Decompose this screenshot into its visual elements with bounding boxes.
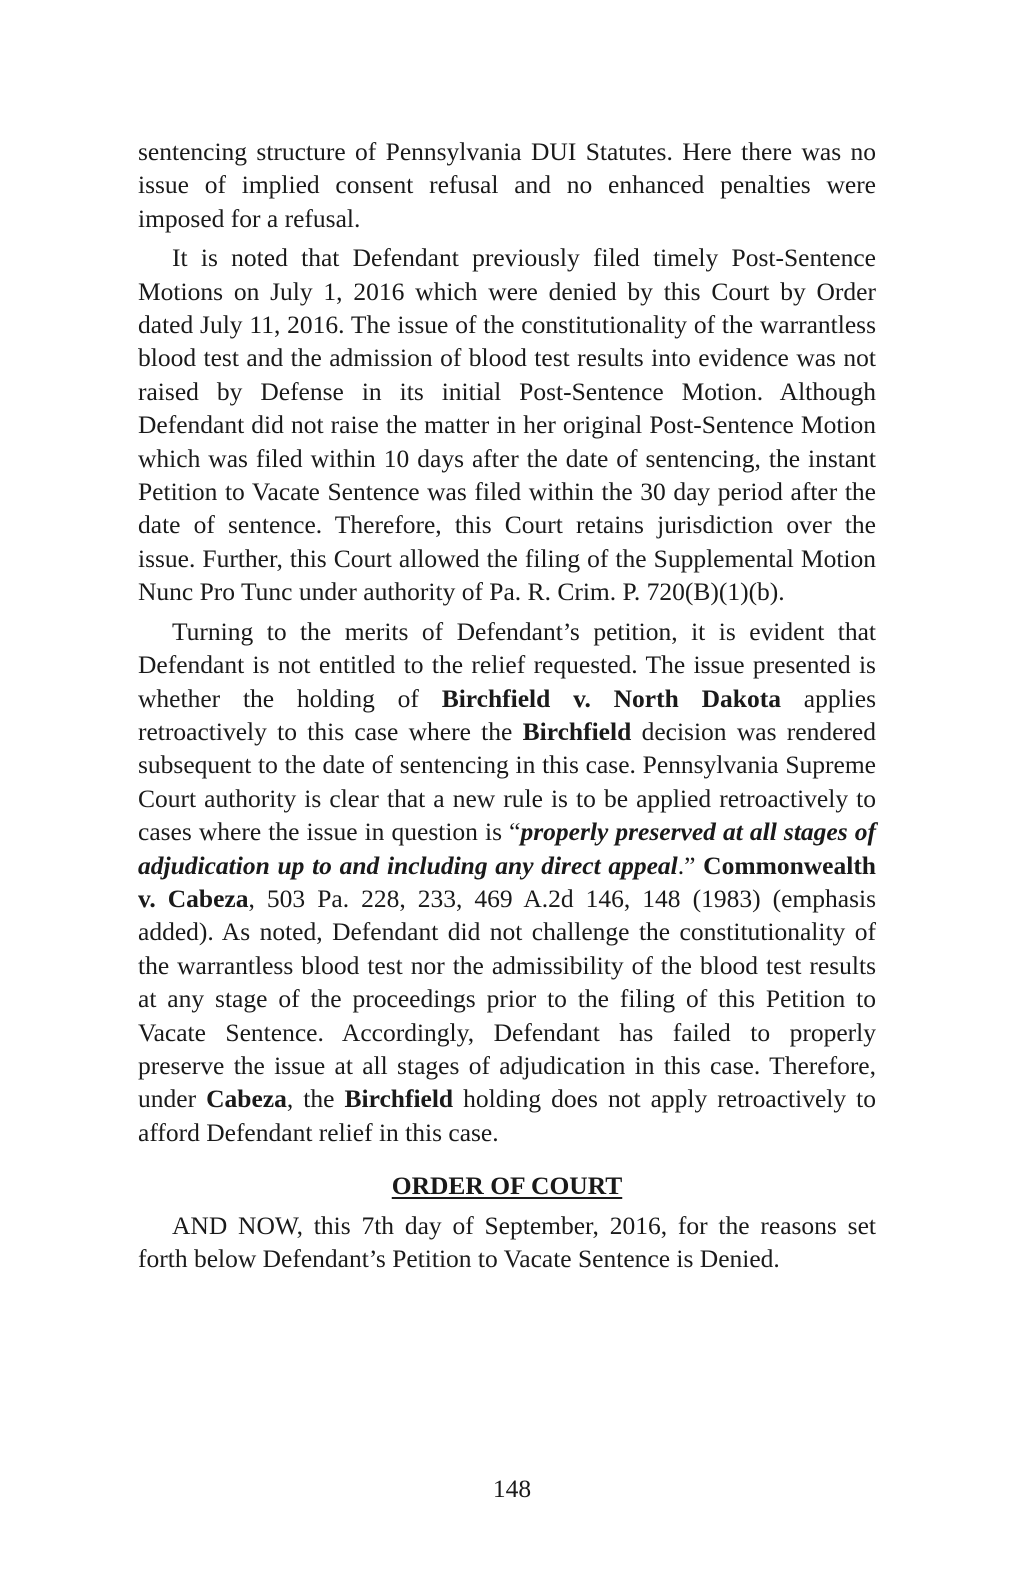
- page-number: 148: [492, 1474, 532, 1503]
- case-name: Birchfield: [522, 716, 632, 746]
- order-paragraph: AND NOW, this 7th day of September, 2016, for the reasons set forth below Defendant’s Petition to Vacate Sentence is Denied.: [138, 1210, 876, 1273]
- text-run: applies retroactively to this case where the: [138, 683, 876, 746]
- text-run: .”: [677, 850, 704, 880]
- text-run: Turning to the merits of Defendant’s petition, it is evident that Defendant is not entitled to the relief requested. The issue presented is whether the holding of: [138, 616, 876, 713]
- case-name: Birchfield v. North Dakota: [441, 683, 781, 713]
- text-run: It is noted that Defendant previously filed timely Post-Sentence Motions on July 1, 2016 which were denied by this Court by Order dated July 11, 2016. The issue of the constitutionality of the warrantless blood test and the admission of blood test results into evidence was not raised by Defense in its initial Post-Sentence Motion. Although Defendant did not raise the matter in her original Post-Sentence Motion which was filed within 10 days after the date of sentencing, the instant Petition to Vacate Sentence was filed within the 30 day period after the date of sentence. Therefore, this Court retains jurisdiction over the issue. Further, this Court allowed the filing of the Supplemental Motion Nunc Pro Tunc under authority of Pa. R. Crim. P. 720(B)(1)(b).: [138, 243, 876, 607]
- text-run: holding does not apply retroactively to afford Defendant relief in this case.: [138, 1084, 877, 1147]
- body-paragraph: [138, 135, 876, 235]
- body-paragraph: [138, 241, 876, 608]
- case-name: Birchfield: [344, 1084, 454, 1114]
- text-run: , the: [286, 1084, 345, 1114]
- case-name: Commonwealth v. Cabeza: [138, 850, 876, 913]
- order-heading-text: ORDER OF COURT: [391, 1171, 623, 1201]
- emphasis-quote: properly preserved at all stages of adjudication up to and including any direct appeal: [138, 817, 877, 880]
- case-name: Cabeza: [206, 1084, 287, 1114]
- text-run: , 503 Pa. 228, 233, 469 A.2d 146, 148 (1983) (emphasis added). As noted, Defendant did not challenge the constitutionality of the warrantless blood test nor the admissibility of the blood test results at any stage of the proceedings prior to the filing of this Petition to Vacate Sentence. Accordingly, Defendant has failed to properly preserve the issue at all stages of adjudication in this case. Therefore, under: [138, 883, 877, 1114]
- document-page: [138, 135, 876, 1281]
- opinion-body: [138, 135, 876, 1149]
- body-paragraph: [138, 615, 876, 1150]
- order-heading: [138, 1169, 876, 1202]
- text-run: sentencing structure of Pennsylvania DUI Statutes. Here there was no issue of implied consent refusal and no enhanced penalties were imposed for a refusal.: [138, 137, 876, 233]
- text-run: decision was rendered subsequent to the date of sentencing in this case. Pennsylvania Supreme Court authority is clear that a new rule is to be applied retroactively to cases where the issue in question is “: [138, 716, 876, 847]
